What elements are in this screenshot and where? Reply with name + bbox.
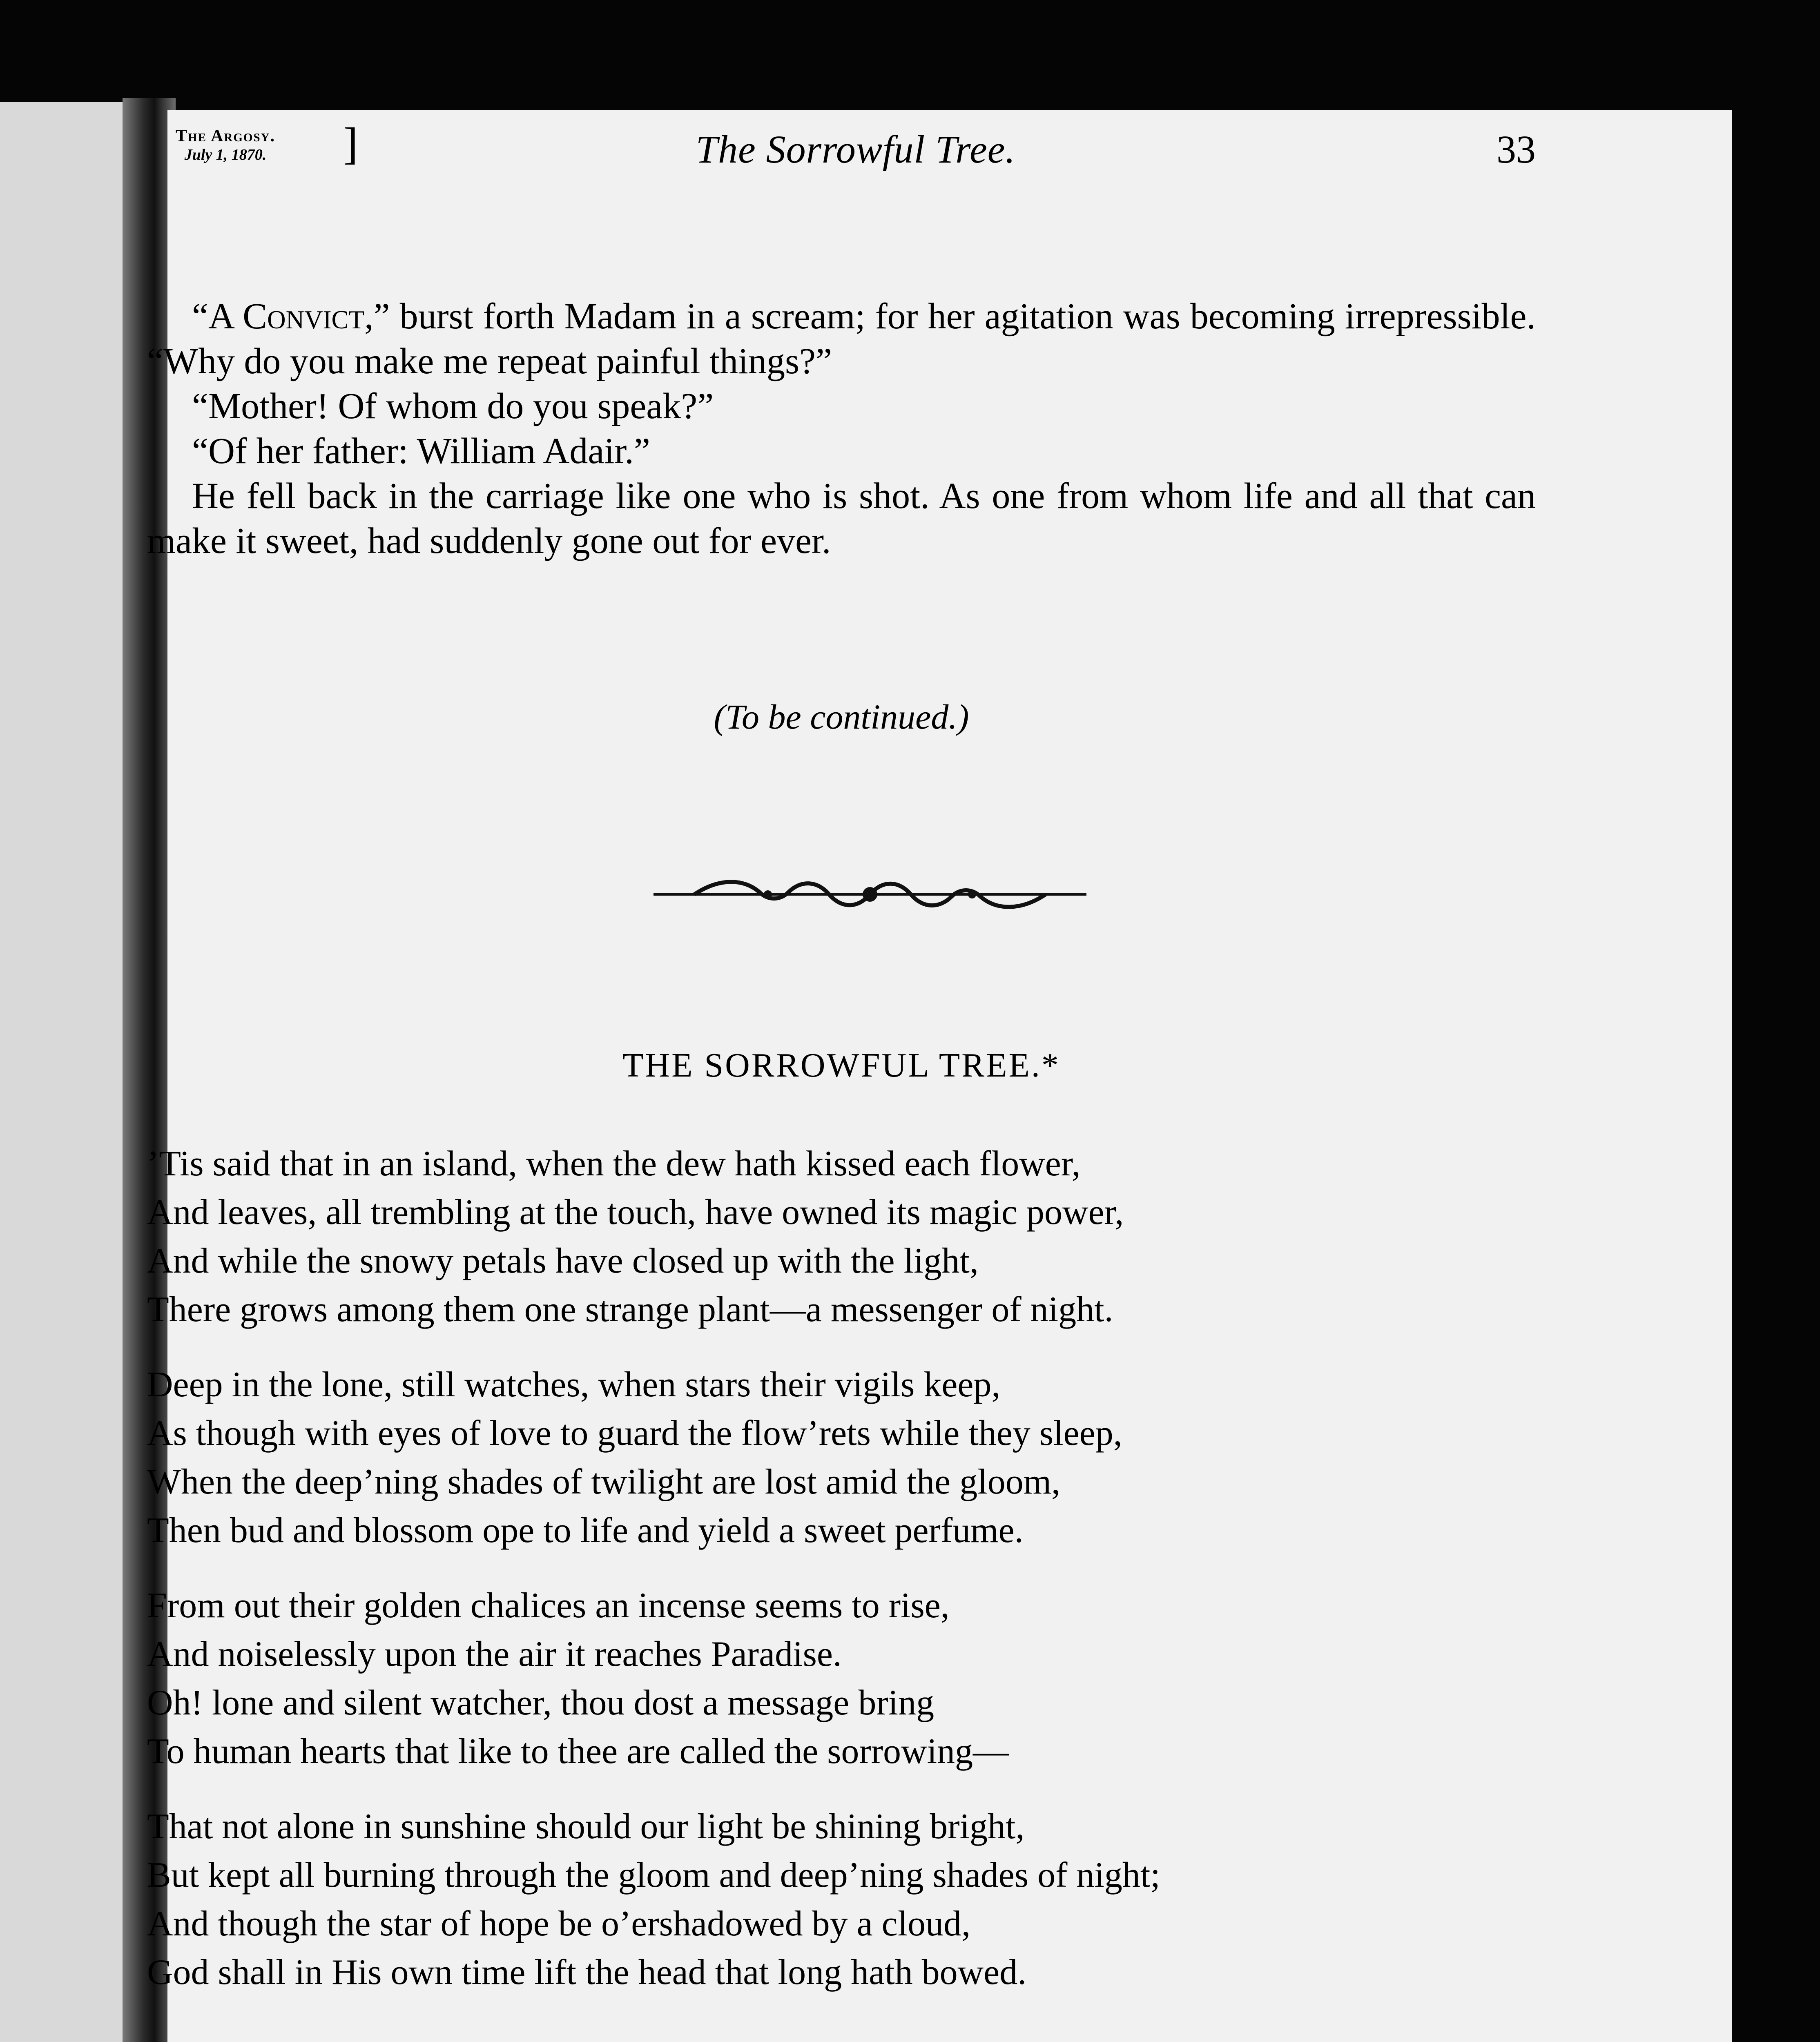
facing-page-edge: [0, 102, 135, 2042]
poem-line: And noiselessly upon the air it reaches Paradise.: [147, 1634, 842, 1674]
stanza: [147, 1360, 1536, 1555]
poem-line: ’Tis said that in an island, when the dew hath kissed each flower,: [147, 1144, 1081, 1184]
page-number: 33: [1497, 127, 1536, 171]
poem-line: That not alone in sunshine should our light be shining bright,: [147, 1807, 1025, 1846]
poem-line: There grows among them one strange plant—a messenger of night.: [147, 1290, 1113, 1329]
poem-title: THE SORROWFUL TREE.*: [622, 1046, 1060, 1084]
story-conclusion: [147, 294, 1536, 564]
poem-line: Deep in the lone, still watches, when stars their vigils keep,: [147, 1365, 1001, 1404]
poem-body: [147, 1139, 1536, 2023]
poem-line: From out their golden chalices an incense seems to rise,: [147, 1586, 950, 1625]
poem-line: And leaves, all trembling at the touch, have owned its magic power,: [147, 1193, 1124, 1232]
paragraph: He fell back in the carriage like one who is shot. As one from whom life and all that can make it sweet, had suddenly gone out for ever.: [147, 476, 1536, 561]
stanza: [147, 1581, 1536, 1776]
to-be-continued: (To be continued.): [714, 697, 969, 736]
poem-line: As though with eyes of love to guard the flow’rets while they sleep,: [147, 1413, 1122, 1453]
poem-line: To human hearts that like to thee are called the sorrowing—: [147, 1732, 1009, 1771]
poem-line: And while the snowy petals have closed up with the light,: [147, 1241, 979, 1281]
poem-line: God shall in His own time lift the head that long hath bowed.: [147, 1953, 1027, 1992]
running-header: [176, 118, 1536, 204]
stanza: [147, 1139, 1536, 1334]
poem-line: Then bud and blossom ope to life and yield a sweet perfume.: [147, 1511, 1024, 1550]
paragraph: [147, 294, 1536, 384]
stanza: [147, 1802, 1536, 1997]
citation-bracket: ]: [343, 118, 358, 168]
issue-date: July 1, 1870.: [184, 146, 267, 163]
magazine-name: The Argosy.: [176, 127, 276, 145]
paragraph-text: “A: [192, 296, 243, 337]
poem-line: But kept all burning through the gloom and deep’ning shades of night;: [147, 1855, 1160, 1895]
poem-line: Oh! lone and silent watcher, thou dost a message bring: [147, 1683, 935, 1723]
poem-line: And though the star of hope be o’ershadowed by a cloud,: [147, 1904, 971, 1944]
dialogue-line: “Of her father: William Adair.”: [192, 431, 650, 471]
paragraph-text: ,” burst forth Madam in a scream; for her agitation was becoming irrepressible. “Why do you make me repeat painful things?”: [147, 296, 1536, 381]
poem-line: When the deep’ning shades of twilight are lost amid the gloom,: [147, 1462, 1061, 1502]
decorative-flourish-icon: [645, 876, 1095, 913]
running-title: The Sorrowful Tree.: [696, 127, 1016, 171]
dialogue-line: “Mother! Of whom do you speak?”: [192, 386, 714, 426]
small-caps-word: Convict: [243, 296, 365, 337]
